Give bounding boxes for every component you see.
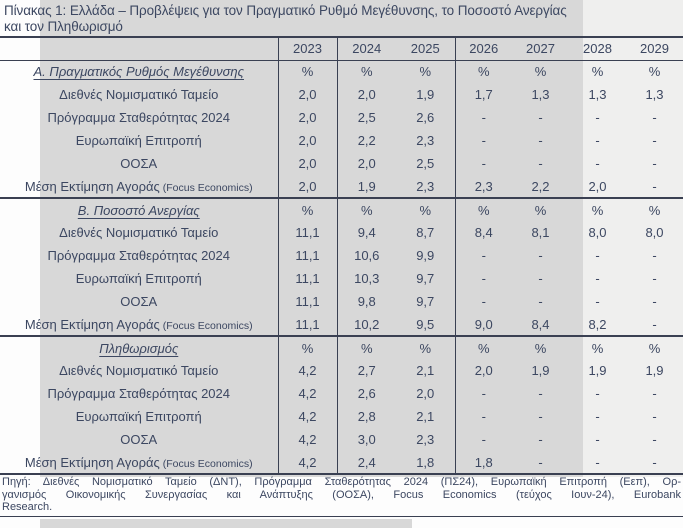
value-cell: 11,1 [278, 221, 337, 244]
table-row [0, 129, 683, 152]
row-label-cell [0, 359, 278, 382]
section-header-row [0, 60, 683, 83]
value-cell: 2,8 [357, 409, 376, 424]
row-label: ΟΟΣΑ [120, 156, 158, 171]
row-label-suffix: (Focus Economics) [162, 319, 253, 332]
value-cell: - [652, 409, 657, 424]
year-header-2025: 2025 [396, 37, 455, 60]
table-row [0, 83, 683, 106]
value-cell: - [481, 156, 486, 171]
unit-cell: % [512, 198, 569, 221]
year-header-row [0, 37, 683, 60]
table-row [0, 428, 683, 451]
value-cell: 1,8 [474, 454, 493, 470]
value-cell: 1,9 [531, 363, 550, 378]
value-cell: 2,3 [474, 178, 493, 194]
value-cell: 1,3 [588, 87, 607, 102]
value-cell: - [538, 409, 543, 424]
section-title: Πληθωρισμός [99, 340, 179, 356]
row-label-cell [0, 267, 278, 290]
row-label: Ευρωπαϊκή Επιτροπή [75, 133, 202, 148]
value-cell: 2,3 [396, 428, 455, 451]
row-label: Ευρωπαϊκή Επιτροπή [75, 409, 202, 424]
value-cell: 9,0 [474, 316, 493, 332]
value-cell: - [481, 386, 486, 401]
value-cell: 2,0 [278, 152, 337, 175]
section-title: Α. Πραγματικός Ρυθμός Μεγέθυνσης [33, 64, 244, 80]
value-cell: 11,1 [278, 313, 337, 336]
value-cell: 2,0 [357, 156, 376, 171]
value-cell: 2,0 [474, 363, 493, 378]
year-header-empty-cell [0, 37, 278, 60]
unit-cell: % [626, 198, 683, 221]
value-cell: - [595, 454, 600, 470]
table-row [0, 106, 683, 129]
value-cell: 2,4 [357, 454, 376, 470]
value-cell: 2,1 [396, 359, 455, 382]
table-row [0, 382, 683, 405]
table-row [0, 267, 683, 290]
value-cell: 4,2 [278, 405, 337, 428]
value-cell: 8,2 [588, 316, 607, 332]
row-label: Πρόγραμμα Σταθερότητας 2024 [47, 110, 230, 125]
value-cell: 8,0 [588, 225, 607, 240]
value-cell: 9,7 [396, 267, 455, 290]
unit-cell: % [278, 198, 337, 221]
row-label-cell [0, 221, 278, 244]
value-cell: - [538, 271, 543, 286]
value-cell: 4,2 [278, 451, 337, 474]
unit-cell: % [569, 198, 626, 221]
unit-cell: % [337, 336, 396, 359]
section-title: Β. Ποσοστό Ανεργίας [77, 202, 200, 218]
unit-cell: % [396, 60, 455, 83]
value-cell: 9,7 [396, 290, 455, 313]
value-cell: 2,0 [278, 83, 337, 106]
unit-cell: % [626, 336, 683, 359]
value-cell: - [481, 133, 486, 148]
unit-cell: % [569, 336, 626, 359]
value-cell: - [538, 294, 543, 309]
value-cell: 2,5 [357, 110, 376, 125]
value-cell: - [652, 432, 657, 447]
source-note [0, 475, 683, 517]
year-header-2023: 2023 [278, 37, 337, 60]
table-row [0, 359, 683, 382]
row-label-cell [0, 129, 278, 152]
row-label: Μέση Εκτίμηση Αγοράς [24, 178, 160, 194]
value-cell: - [481, 294, 486, 309]
table-row [0, 451, 683, 474]
value-cell: - [652, 294, 657, 309]
row-label: Διεθνές Νομισματικό Ταμείο [59, 225, 219, 240]
row-label-cell [0, 313, 278, 336]
value-cell: - [652, 178, 657, 194]
unit-cell: % [455, 198, 512, 221]
year-header-2026: 2026 [455, 37, 512, 60]
value-cell: 8,4 [474, 225, 493, 240]
value-cell: - [595, 248, 600, 263]
value-cell: 11,1 [278, 244, 337, 267]
value-cell: 2,7 [357, 363, 376, 378]
unit-cell: % [360, 64, 373, 80]
value-cell: 4,2 [278, 359, 337, 382]
table-row [0, 244, 683, 267]
table-title-line1: Πίνακας 1: Ελλάδα – Προβλέψεις για τον Πραγματικό Ρυθμό Μεγέθυνσης, το Ποσοστό Ανεργίας [4, 3, 567, 18]
unit-cell: % [534, 64, 547, 80]
row-label: Ευρωπαϊκή Επιτροπή [75, 271, 202, 286]
value-cell: 2,2 [357, 133, 376, 148]
source-note-line2: γανισμός Οικονομικής Συνεργασίας και Ανάπτυξης (ΟΟΣΑ), Focus Economics (τεύχος Ιουν-24), Eurobank [2, 488, 681, 501]
background-bottom-strip [40, 519, 412, 528]
unit-cell: % [337, 198, 396, 221]
value-cell: 2,0 [278, 106, 337, 129]
value-cell: - [652, 316, 657, 332]
row-label-cell [0, 405, 278, 428]
value-cell: 1,8 [396, 451, 455, 474]
table-title [0, 0, 683, 36]
row-label-cell [0, 382, 278, 405]
value-cell: - [538, 248, 543, 263]
value-cell: 2,6 [357, 386, 376, 401]
value-cell: 4,2 [278, 382, 337, 405]
table-row [0, 405, 683, 428]
value-cell: - [595, 271, 600, 286]
value-cell: 1,9 [645, 363, 664, 378]
value-cell: 3,0 [357, 432, 376, 447]
table-row [0, 152, 683, 175]
table-row [0, 290, 683, 313]
value-cell: - [481, 248, 486, 263]
value-cell: - [652, 248, 657, 263]
value-cell: - [538, 156, 543, 171]
value-cell: 2,3 [396, 129, 455, 152]
table-row [0, 313, 683, 336]
unit-cell: % [278, 336, 337, 359]
value-cell: 8,0 [645, 225, 664, 240]
value-cell: 10,3 [354, 271, 380, 286]
row-label: Διεθνές Νομισματικό Ταμείο [59, 87, 219, 102]
row-label: Πρόγραμμα Σταθερότητας 2024 [47, 386, 230, 401]
value-cell: 1,9 [396, 83, 455, 106]
section-header-row [0, 336, 683, 359]
value-cell: 2,1 [396, 405, 455, 428]
value-cell: 9,8 [357, 294, 376, 309]
value-cell: 2,0 [357, 87, 376, 102]
value-cell: 2,0 [588, 178, 607, 194]
value-cell: 2,6 [396, 106, 455, 129]
value-cell: - [538, 110, 543, 125]
row-label-cell [0, 106, 278, 129]
value-cell: 1,7 [474, 87, 493, 102]
section-header-row [0, 198, 683, 221]
row-label-cell [0, 290, 278, 313]
row-label-cell [0, 175, 278, 198]
row-label-suffix: (Focus Economics) [162, 457, 253, 470]
value-cell: - [481, 432, 486, 447]
section-header-cell [0, 336, 278, 359]
row-label-cell [0, 428, 278, 451]
row-label-cell [0, 83, 278, 106]
year-header-2024: 2024 [337, 37, 396, 60]
value-cell: 11,1 [278, 267, 337, 290]
unit-cell: % [396, 198, 455, 221]
value-cell: 2,2 [531, 178, 550, 194]
value-cell: - [652, 156, 657, 171]
row-label-suffix: (Focus Economics) [162, 181, 253, 194]
section-header-cell [0, 60, 278, 83]
value-cell: - [652, 386, 657, 401]
value-cell: - [538, 432, 543, 447]
unit-cell: % [455, 336, 512, 359]
row-label: ΟΟΣΑ [120, 294, 158, 309]
value-cell: 2,0 [278, 175, 337, 198]
value-cell: - [481, 271, 486, 286]
row-label: Πρόγραμμα Σταθερότητας 2024 [47, 248, 230, 263]
row-label-cell [0, 152, 278, 175]
value-cell: 9,9 [396, 244, 455, 267]
value-cell: 9,4 [357, 225, 376, 240]
value-cell: - [652, 110, 657, 125]
section-header-cell [0, 198, 278, 221]
value-cell: - [595, 110, 600, 125]
value-cell: 1,3 [531, 87, 550, 102]
row-label: Μέση Εκτίμηση Αγοράς [24, 316, 160, 332]
value-cell: - [652, 454, 657, 470]
value-cell: 1,9 [588, 363, 607, 378]
value-cell: 9,5 [396, 313, 455, 336]
table-title-line2: και τον Πληθωρισμό [4, 18, 123, 34]
row-label: Μέση Εκτίμηση Αγοράς [24, 454, 160, 470]
table-row [0, 175, 683, 198]
source-note-line1: Πηγή: Διεθνές Νομισματικό Ταμείο (ΔΝΤ), Πρόγραμμα Σταθερότητας 2024 (ΠΣ24), Ευρωπαϊκή Επιτροπή (Εεπ), Ορ- [2, 476, 681, 488]
unit-cell: % [396, 336, 455, 359]
row-label: ΟΟΣΑ [120, 432, 158, 447]
value-cell: - [595, 432, 600, 447]
value-cell: - [595, 156, 600, 171]
value-cell: 2,0 [396, 382, 455, 405]
source-note-line3: Research. [2, 501, 53, 514]
value-cell: - [595, 133, 600, 148]
value-cell: - [595, 409, 600, 424]
value-cell: - [481, 110, 486, 125]
value-cell: - [481, 409, 486, 424]
unit-cell: % [512, 336, 569, 359]
unit-cell: % [648, 64, 661, 80]
value-cell: 2,5 [396, 152, 455, 175]
value-cell: 10,2 [354, 316, 380, 332]
value-cell: - [538, 454, 543, 470]
row-label-cell [0, 244, 278, 267]
year-header-2028: 2028 [569, 37, 626, 60]
unit-cell: % [278, 60, 337, 83]
value-cell: 8,4 [531, 316, 550, 332]
value-cell: 2,3 [396, 175, 455, 198]
year-header-2027: 2027 [512, 37, 569, 60]
row-label: Διεθνές Νομισματικό Ταμείο [59, 363, 219, 378]
value-cell: - [652, 271, 657, 286]
value-cell: 4,2 [278, 428, 337, 451]
value-cell: - [538, 386, 543, 401]
value-cell: 8,1 [531, 225, 550, 240]
value-cell: 2,0 [278, 129, 337, 152]
value-cell: 11,1 [278, 290, 337, 313]
value-cell: 1,9 [357, 178, 376, 194]
value-cell: - [595, 294, 600, 309]
value-cell: 1,3 [645, 87, 664, 102]
unit-cell: % [477, 64, 490, 80]
forecast-table [0, 36, 683, 475]
value-cell: 8,7 [396, 221, 455, 244]
value-cell: 10,6 [354, 248, 380, 263]
table-row [0, 221, 683, 244]
year-header-2029: 2029 [626, 37, 683, 60]
value-cell: - [652, 133, 657, 148]
row-label-cell [0, 451, 278, 474]
value-cell: - [595, 386, 600, 401]
value-cell: - [538, 133, 543, 148]
unit-cell: % [591, 64, 604, 80]
